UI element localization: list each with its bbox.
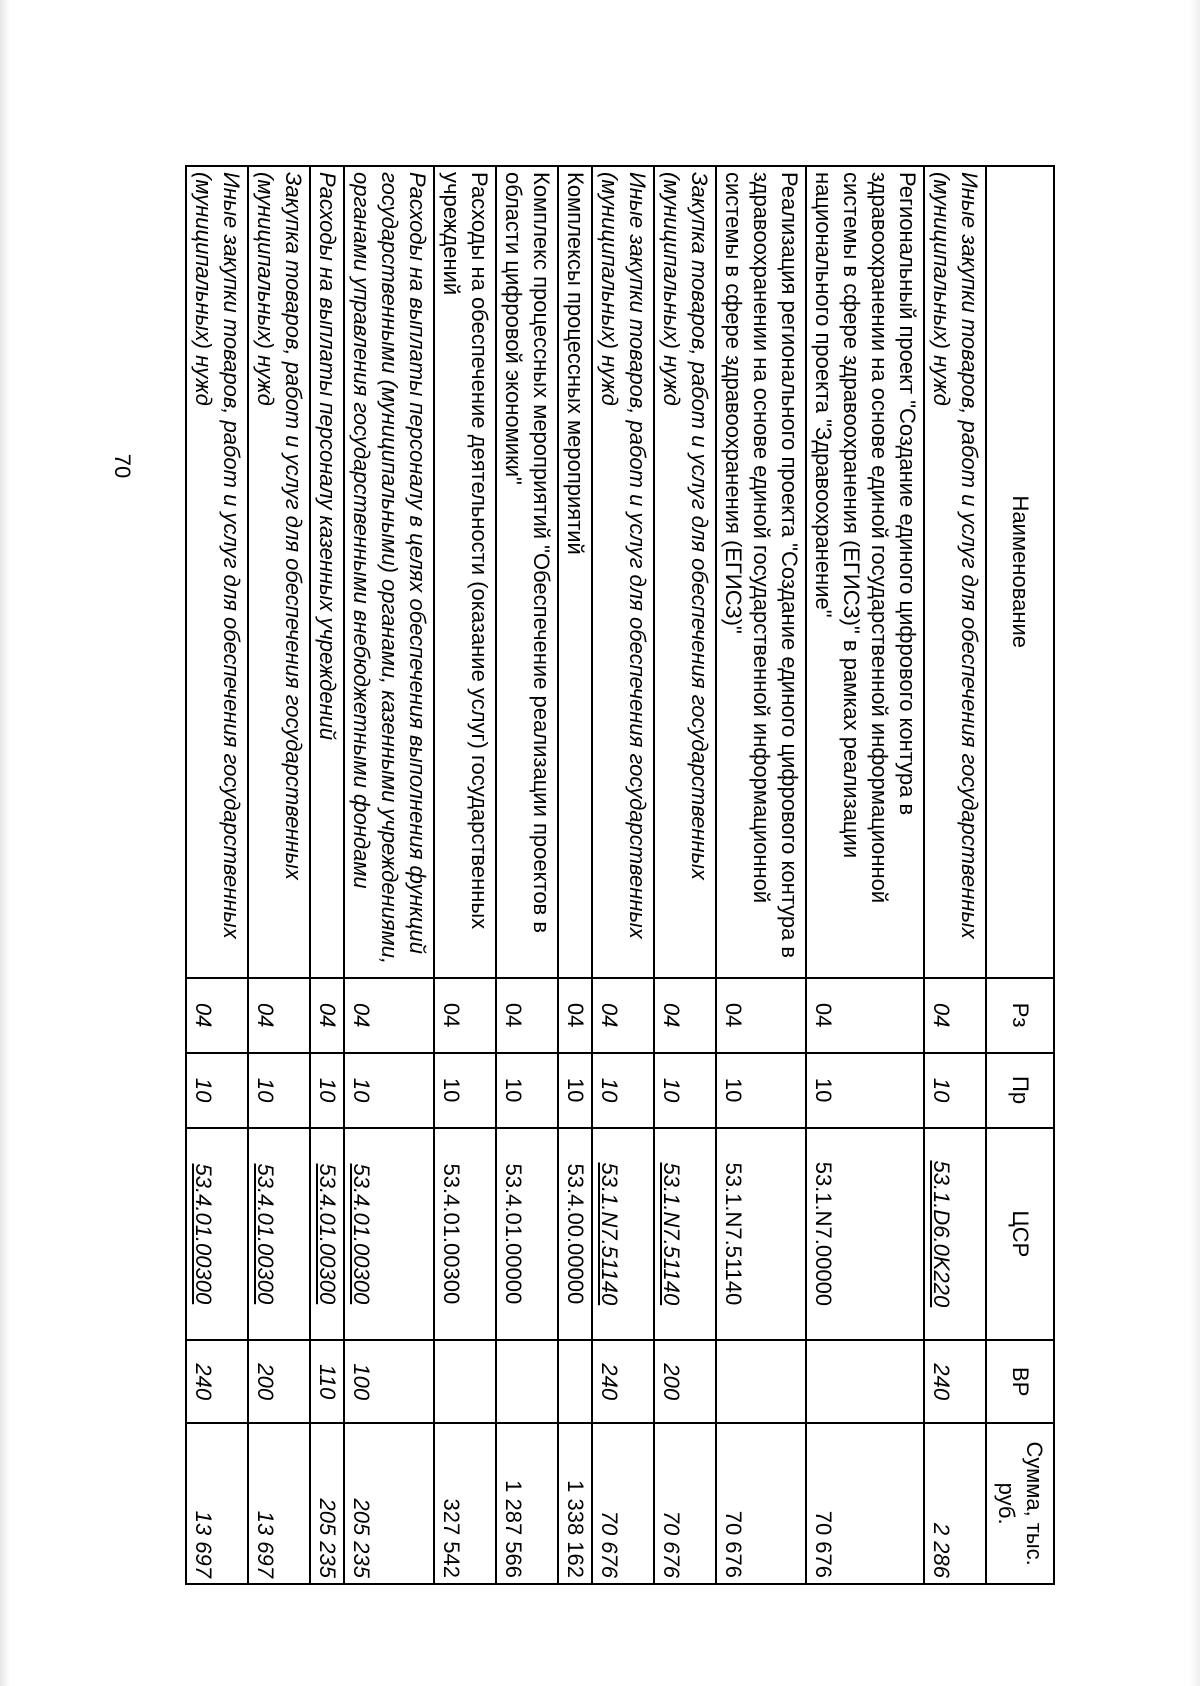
cell-csr: 53.1.N7.00000: [806, 1128, 924, 1341]
cell-csr: 53.4.01.00300: [434, 1128, 496, 1341]
scan-edge-right: [1190, 0, 1200, 1686]
table-body: [186, 166, 986, 1584]
cell-csr: 53.4.01.00000: [496, 1128, 558, 1341]
table-row: [716, 166, 806, 1584]
cell-name: Иные закупки товаров, работ и услуг для обеспечения государственных (муниципальных) нужд: [186, 166, 248, 978]
cell-rz: 04: [654, 978, 716, 1053]
cell-sum: 205 235: [310, 1423, 344, 1584]
cell-pr: 10: [558, 1053, 592, 1128]
cell-name: Региональный проект "Создание единого цифрового контура в здравоохранении на основе единой государственной информационной системы в сфере здравоохранения (ЕГИСЗ)" в рамках реализации национального проекта "Здравоохранение": [806, 166, 924, 978]
cell-pr: 10: [716, 1053, 806, 1128]
table-row: [654, 166, 716, 1584]
cell-pr: 10: [434, 1053, 496, 1128]
table-row: [592, 166, 654, 1584]
cell-rz: 04: [806, 978, 924, 1053]
cell-name: Расходы на обеспечение деятельности (оказание услуг) государственных учреждений: [434, 166, 496, 978]
rotated-page: [143, 165, 1055, 1585]
cell-vr: [806, 1340, 924, 1423]
table-row: [924, 166, 986, 1584]
cell-sum: 1 338 162: [558, 1423, 592, 1584]
header-sum: Сумма, тыс. руб.: [986, 1423, 1054, 1584]
cell-name: Закупка товаров, работ и услуг для обеспечения государственных (муниципальных) нужд: [654, 166, 716, 978]
cell-vr: [558, 1340, 592, 1423]
cell-name: Иные закупки товаров, работ и услуг для обеспечения государственных (муниципальных) нужд: [592, 166, 654, 978]
table-row: [186, 166, 248, 1584]
cell-sum: 327 542: [434, 1423, 496, 1584]
page-number: 70: [110, 453, 136, 479]
cell-pr: 10: [186, 1053, 248, 1128]
cell-pr: 10: [654, 1053, 716, 1128]
cell-name: Реализация регионального проекта "Создание единого цифрового контура в здравоохранении на основе единой государственной информационной системы в сфере здравоохранения (ЕГИСЗ)": [716, 166, 806, 978]
cell-sum: 70 676: [716, 1423, 806, 1584]
table-header-row: [986, 166, 1054, 1584]
cell-sum: 70 676: [592, 1423, 654, 1584]
cell-pr: 10: [806, 1053, 924, 1128]
table-row: [806, 166, 924, 1584]
cell-rz: 04: [558, 978, 592, 1053]
cell-sum: 2 286: [924, 1423, 986, 1584]
cell-vr: 100: [344, 1340, 434, 1423]
header-csr: ЦСР: [986, 1128, 1054, 1341]
cell-rz: 04: [924, 978, 986, 1053]
cell-csr: 53.1.N7.51140: [716, 1128, 806, 1341]
header-rz: Рз: [986, 978, 1054, 1053]
cell-name: Комплексы процессных мероприятий: [558, 166, 592, 978]
table-row: [344, 166, 434, 1584]
table-row: [310, 166, 344, 1584]
cell-rz: 04: [592, 978, 654, 1053]
cell-pr: 10: [496, 1053, 558, 1128]
table-row: [248, 166, 310, 1584]
cell-vr: 200: [654, 1340, 716, 1423]
cell-rz: 04: [344, 978, 434, 1053]
cell-vr: 200: [248, 1340, 310, 1423]
cell-sum: 13 697: [248, 1423, 310, 1584]
scan-edge-left: [0, 0, 10, 1686]
cell-vr: 240: [186, 1340, 248, 1423]
table-row: [558, 166, 592, 1584]
cell-sum: 13 697: [186, 1423, 248, 1584]
cell-vr: [434, 1340, 496, 1423]
cell-name: Расходы на выплаты персоналу казенных учреждений: [310, 166, 344, 978]
header-pr: Пр: [986, 1053, 1054, 1128]
budget-table: [185, 165, 1055, 1585]
cell-rz: 04: [310, 978, 344, 1053]
cell-rz: 04: [434, 978, 496, 1053]
cell-vr: [496, 1340, 558, 1423]
cell-pr: 10: [248, 1053, 310, 1128]
cell-name: Комплекс процессных мероприятий "Обеспечение реализации проектов в области цифровой экономики": [496, 166, 558, 978]
cell-vr: 240: [924, 1340, 986, 1423]
cell-csr: 53.4.00.00000: [558, 1128, 592, 1341]
cell-pr: 10: [344, 1053, 434, 1128]
cell-name: Закупка товаров, работ и услуг для обеспечения государственных (муниципальных) нужд: [248, 166, 310, 978]
cell-rz: 04: [248, 978, 310, 1053]
cell-vr: [716, 1340, 806, 1423]
cell-csr: 53.4.01.00300: [310, 1128, 344, 1341]
header-vr: ВР: [986, 1340, 1054, 1423]
cell-rz: 04: [496, 978, 558, 1053]
cell-sum: 1 287 566: [496, 1423, 558, 1584]
cell-csr: 53.4.01.00300: [186, 1128, 248, 1341]
cell-name: Иные закупки товаров, работ и услуг для обеспечения государственных (муниципальных) нужд: [924, 166, 986, 978]
cell-sum: 205 235: [344, 1423, 434, 1584]
cell-vr: 240: [592, 1340, 654, 1423]
cell-csr: 53.1.N7.51140: [654, 1128, 716, 1341]
cell-pr: 10: [924, 1053, 986, 1128]
cell-csr: 53.4.01.00300: [248, 1128, 310, 1341]
cell-sum: 70 676: [654, 1423, 716, 1584]
cell-rz: 04: [186, 978, 248, 1053]
table-row: [434, 166, 496, 1584]
cell-rz: 04: [716, 978, 806, 1053]
cell-name: Расходы на выплаты персоналу в целях обеспечения выполнения функций государственными (муниципальными) органами, казенными учреждениями, органами управления государственными внебюджетными фондами: [344, 166, 434, 978]
cell-pr: 10: [592, 1053, 654, 1128]
cell-csr: 53.1.D6.0K220: [924, 1128, 986, 1341]
cell-pr: 10: [310, 1053, 344, 1128]
cell-vr: 110: [310, 1340, 344, 1423]
table-row: [496, 166, 558, 1584]
cell-csr: 53.4.01.00300: [344, 1128, 434, 1341]
cell-sum: 70 676: [806, 1423, 924, 1584]
header-name: Наименование: [986, 166, 1054, 978]
cell-csr: 53.1.N7.51140: [592, 1128, 654, 1341]
